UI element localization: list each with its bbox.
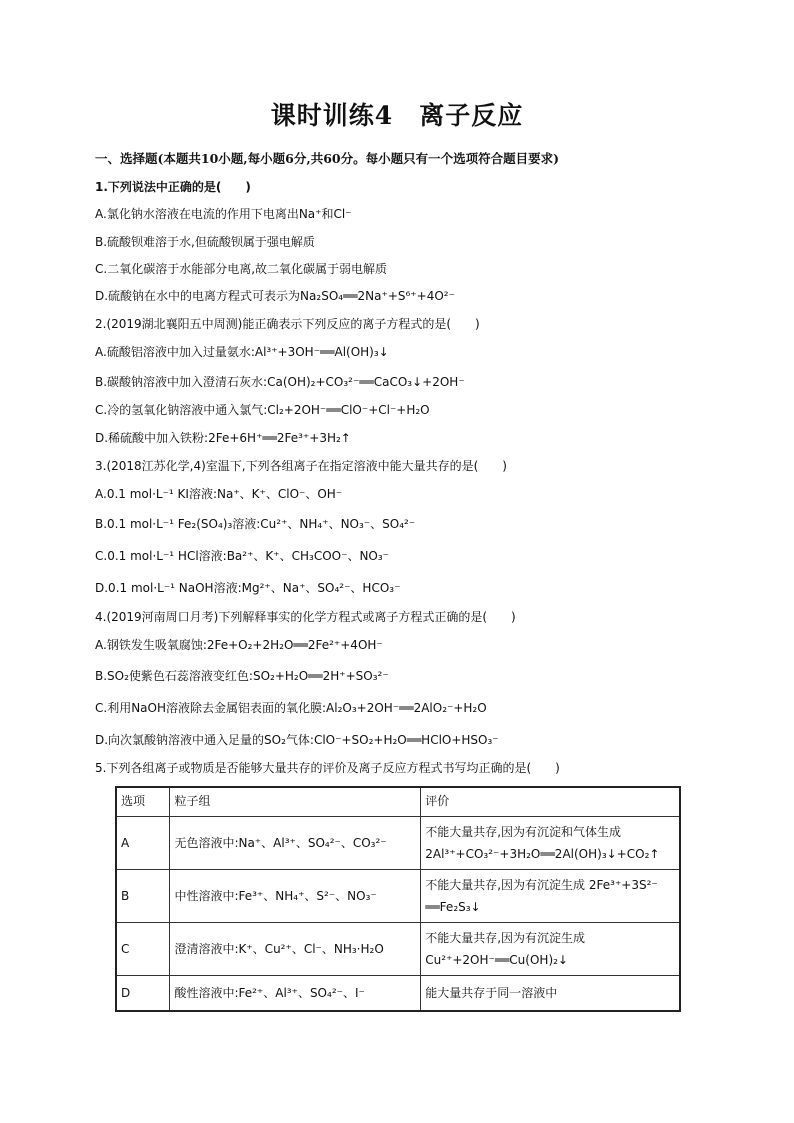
row-particles: 酸性溶液中:Fe²⁺、Al³⁺、SO₄²⁻、I⁻	[170, 976, 421, 1012]
q3-option-c: C.0.1 mol·L⁻¹ HCl溶液:Ba²⁺、K⁺、CH₃COO⁻、NO₃⁻	[95, 549, 390, 563]
q2-option-d: D.稀硫酸中加入铁粉:2Fe+6H⁺══2Fe³⁺+3H₂↑	[95, 431, 351, 445]
row-evaluation	[421, 870, 680, 923]
table-row	[116, 870, 680, 923]
row-option: C	[116, 923, 170, 976]
question-2: 2.(2019湖北襄阳五中周测)能正确表示下列反应的离子方程式的是( )	[95, 317, 480, 331]
header-option: 选项	[116, 787, 170, 817]
q1-option-d: D.硫酸钠在水中的电离方程式可表示为Na₂SO₄══2Na⁺+S⁶⁺+4O²⁻	[95, 289, 455, 303]
table-row	[116, 923, 680, 976]
q4-option-c: C.利用NaOH溶液除去金属铝表面的氧化膜:Al₂O₃+2OH⁻══2AlO₂⁻+H₂O	[95, 701, 487, 715]
row-option: B	[116, 870, 170, 923]
q3-option-a: A.0.1 mol·L⁻¹ KI溶液:Na⁺、K⁺、ClO⁻、OH⁻	[95, 487, 343, 501]
evaluation-text: 能大量共存于同一溶液中	[425, 986, 558, 1000]
row-option: A	[116, 817, 170, 870]
question-4: 4.(2019河南周口月考)下列解释事实的化学方程式或离子方程式正确的是( )	[95, 610, 516, 624]
page-title: 课时训练4 离子反应	[270, 101, 524, 130]
q2-option-c: C.冷的氢氧化钠溶液中通入氯气:Cl₂+2OH⁻══ClO⁻+Cl⁻+H₂O	[95, 403, 430, 417]
evaluation-text: 不能大量共存,因为有沉淀生成	[425, 931, 586, 945]
table-header-row	[116, 787, 680, 817]
row-option: D	[116, 976, 170, 1012]
evaluation-equation: Cu²⁺+2OH⁻══Cu(OH)₂↓	[425, 953, 568, 967]
q2-option-a: A.硫酸铝溶液中加入过量氨水:Al³⁺+3OH⁻══Al(OH)₃↓	[95, 345, 389, 359]
table-row	[116, 976, 680, 1012]
evaluation-text: 不能大量共存,因为有沉淀和气体生成	[425, 825, 622, 839]
row-particles: 无色溶液中:Na⁺、Al³⁺、SO₄²⁻、CO₃²⁻	[170, 817, 421, 870]
section-heading: 一、选择题(本题共10小题,每小题6分,共60分。每小题只有一个选项符合题目要求)	[95, 151, 560, 166]
q1-option-a: A.氯化钠水溶液在电流的作用下电离出Na⁺和Cl⁻	[95, 207, 352, 221]
evaluation-text: 不能大量共存,因为有沉淀生成 2Fe³⁺+3S²⁻	[425, 878, 658, 892]
evaluation-equation: 2Al³⁺+CO₃²⁻+3H₂O══2Al(OH)₃↓+CO₂↑	[425, 847, 660, 861]
q3-option-b: B.0.1 mol·L⁻¹ Fe₂(SO₄)₃溶液:Cu²⁺、NH₄⁺、NO₃⁻、SO₄²⁻	[95, 517, 416, 531]
table-row	[116, 817, 680, 870]
row-evaluation	[421, 817, 680, 870]
q4-option-d: D.向次氯酸钠溶液中通入足量的SO₂气体:ClO⁻+SO₂+H₂O══HClO+HSO₃⁻	[95, 733, 499, 747]
q2-option-b: B.碳酸钠溶液中加入澄清石灰水:Ca(OH)₂+CO₃²⁻══CaCO₃↓+2OH⁻	[95, 375, 465, 389]
q1-option-c: C.二氧化碳溶于水能部分电离,故二氧化碳属于弱电解质	[95, 262, 388, 276]
question-5: 5.下列各组离子或物质是否能够大量共存的评价及离子反应方程式书写均正确的是( )	[95, 761, 560, 775]
question-1: 1.下列说法中正确的是( )	[95, 180, 251, 194]
row-particles: 中性溶液中:Fe³⁺、NH₄⁺、S²⁻、NO₃⁻	[170, 870, 421, 923]
row-evaluation	[421, 923, 680, 976]
row-particles: 澄清溶液中:K⁺、Cu²⁺、Cl⁻、NH₃·H₂O	[170, 923, 421, 976]
question-3: 3.(2018江苏化学,4)室温下,下列各组离子在指定溶液中能大量共存的是( )	[95, 459, 507, 473]
q3-option-d: D.0.1 mol·L⁻¹ NaOH溶液:Mg²⁺、Na⁺、SO₄²⁻、HCO₃⁻	[95, 581, 401, 595]
header-particles: 粒子组	[170, 787, 421, 817]
q4-option-b: B.SO₂使紫色石蕊溶液变红色:SO₂+H₂O══2H⁺+SO₃²⁻	[95, 669, 389, 683]
header-evaluation: 评价	[421, 787, 680, 817]
row-evaluation	[421, 976, 680, 1012]
options-table	[115, 786, 681, 1012]
evaluation-equation: ══Fe₂S₃↓	[425, 900, 481, 914]
q4-option-a: A.钢铁发生吸氧腐蚀:2Fe+O₂+2H₂O══2Fe²⁺+4OH⁻	[95, 638, 383, 652]
q1-option-b: B.硫酸钡难溶于水,但硫酸钡属于强电解质	[95, 235, 315, 249]
